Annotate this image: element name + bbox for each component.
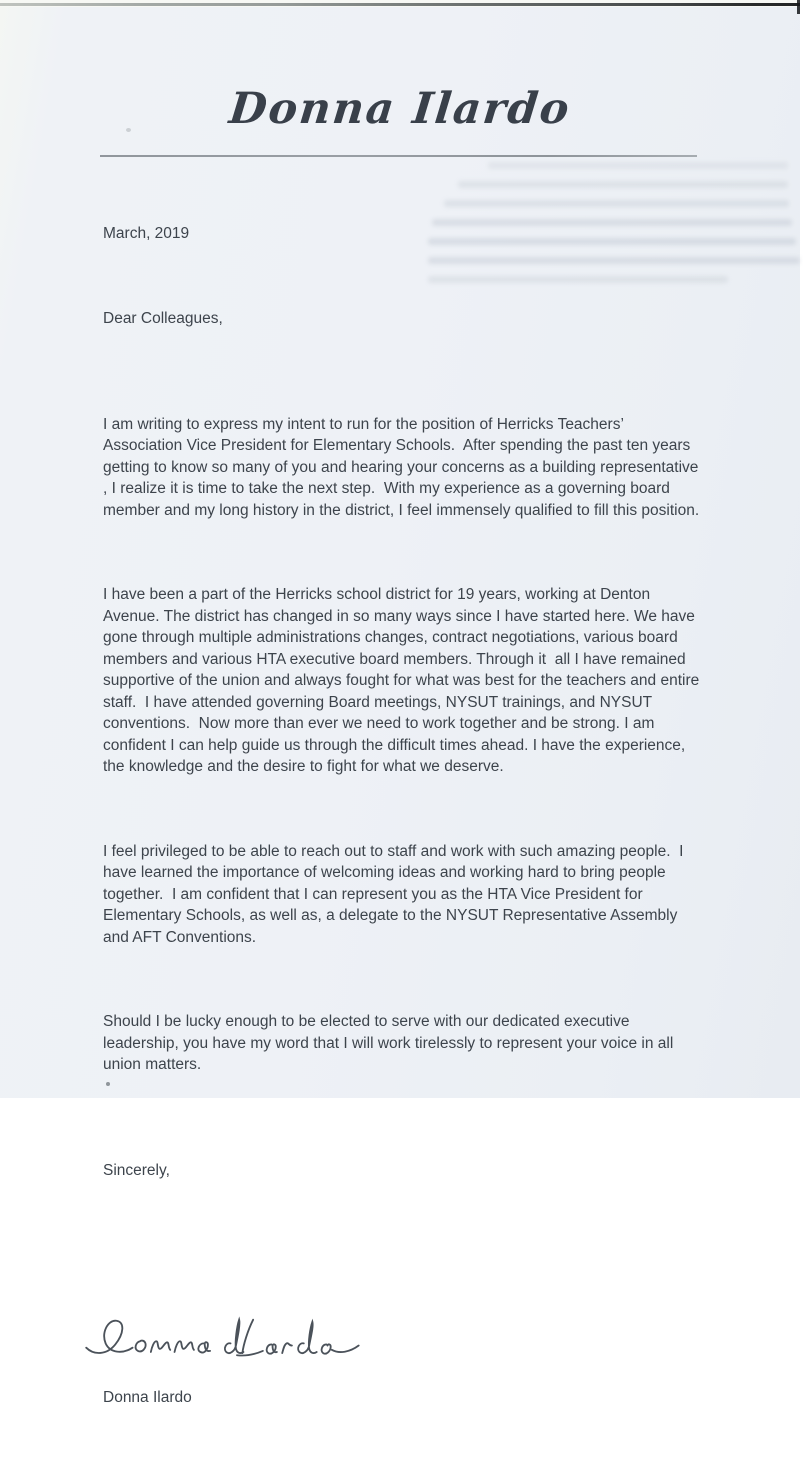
scan-edge-top-right [797,0,800,14]
signature-handwriting-svg [83,1311,363,1365]
bleed-through-line [488,162,788,169]
letter-paragraph: Should I be lucky enough to be elected to serve with our dedicated executive leadership, you have my word that I will work tirelessly to represent your voice in all union matters. [103,1013,678,1073]
letter-date: March, 2019 [103,225,190,242]
letter-closing: Sincerely, [103,1162,170,1179]
letter-paragraph: I am writing to express my intent to run for the position of Herricks Teachers’ Association Vice President for Elementary Schools. After spending the past ten years getting to know so many of you and hearing your concerns as a building representative , I realize it is time to take the next step. With my experience as a governing board member and my long history in the district, I feel immensely qualified to fill this position. [103,415,703,519]
signature-handwriting [83,1268,363,1322]
letterhead-rule [100,155,697,157]
scan-edge-top-line [0,3,800,6]
letter-salutation: Dear Colleagues, [103,309,223,327]
letter-paragraph: I have been a part of the Herricks school district for 19 years, working at Denton Avenue. The district has changed in so many ways since I have started here. We have gone through multiple administrations changes, contract negotiations, various board members and various HTA executive board members. Through it all I have remained supportive of the union and always fought for what was best for the teachers and entire staff. I have attended governing Board meetings, NYSUT trainings, and NYSUT conventions. Now more than ever we need to work together and be strong. I am confident I can help guide us through the difficult times ahead. I have the experience, the knowledge and the desire to fight for what we deserve. [103,586,704,775]
letter-paragraph: I feel privileged to be able to reach out to staff and work with such amazing people. I have learned the importance of welcoming ideas and working hard to bring people together. I am confident that I can represent you as the HTA Vice President for Elementary Schools, as well as, a delegate to the NYSUT Representative Assembly and AFT Conventions. [103,842,688,946]
letter-body [103,180,703,1471]
typed-signature-name: Donna Ilardo [103,1388,192,1406]
letterhead-name: Donna Ilardo [226,84,574,134]
